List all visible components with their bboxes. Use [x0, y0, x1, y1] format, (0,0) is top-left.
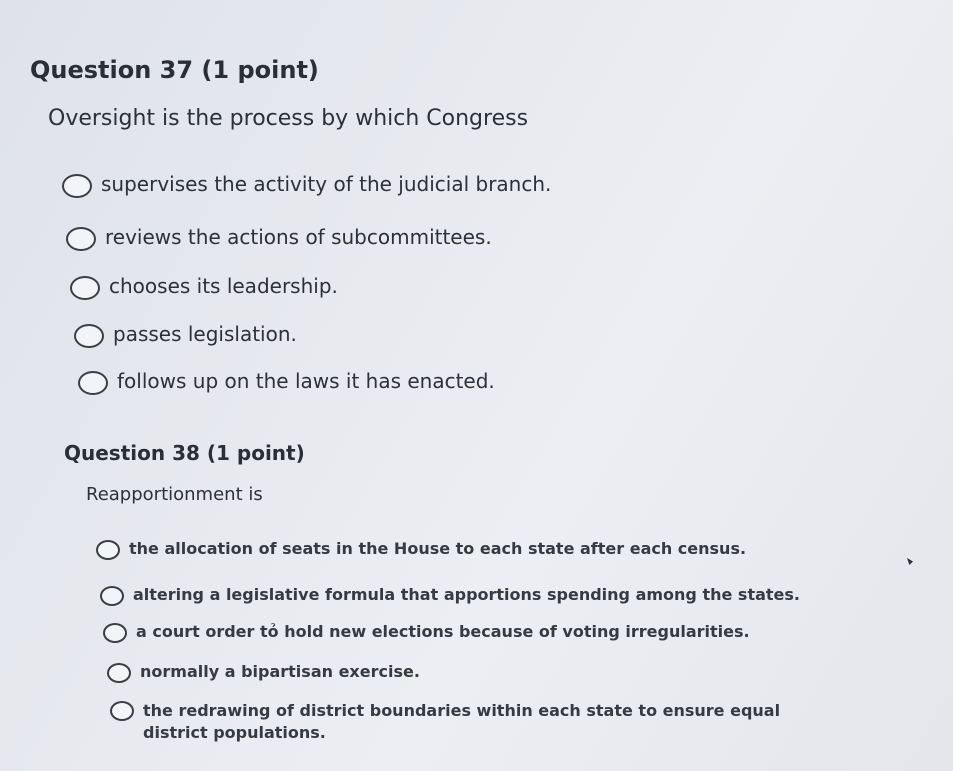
question-title: Question 38 (1 point) [64, 441, 305, 465]
answer-label: the redrawing of district boundaries within each state to ensure equal district populations. [143, 701, 781, 742]
answer-label: supervises the activity of the judicial branch. [101, 172, 552, 196]
answer-label: reviews the actions of subcommittees. [105, 225, 492, 249]
answer-label: passes legislation. [113, 322, 297, 346]
mouse-cursor-icon [907, 558, 913, 565]
radio-button-icon[interactable] [74, 324, 104, 348]
answer-label: altering a legislative formula that apportions spending among the states. [133, 585, 800, 604]
answer-option[interactable] [70, 274, 338, 300]
radio-button-icon[interactable] [110, 701, 134, 721]
radio-button-icon[interactable] [103, 623, 127, 643]
question-prompt: Reapportionment is [86, 484, 263, 505]
answer-label: a court order tỏ hold new elections because of voting irregularities. [136, 622, 750, 641]
answer-option[interactable] [107, 662, 420, 683]
radio-button-icon[interactable] [107, 663, 131, 683]
answer-option[interactable] [66, 225, 492, 251]
answer-option[interactable] [74, 322, 297, 348]
question-prompt: Oversight is the process by which Congress [48, 106, 529, 131]
answer-label: normally a bipartisan exercise. [140, 662, 420, 681]
answer-label: the allocation of seats in the House to each state after each census. [129, 539, 747, 558]
answer-option[interactable] [103, 622, 750, 643]
radio-button-icon[interactable] [100, 586, 124, 606]
answer-label: follows up on the laws it has enacted. [117, 369, 495, 393]
answer-option[interactable] [96, 539, 746, 560]
radio-button-icon[interactable] [66, 227, 96, 251]
radio-button-icon[interactable] [96, 540, 120, 560]
answer-option[interactable] [110, 700, 850, 743]
answer-option[interactable] [100, 585, 800, 606]
answer-option[interactable] [78, 369, 495, 395]
answer-option[interactable] [62, 172, 551, 198]
radio-button-icon[interactable] [62, 174, 92, 198]
answer-label: chooses its leadership. [109, 274, 338, 298]
question-title: Question 37 (1 point) [30, 56, 319, 84]
radio-button-icon[interactable] [78, 371, 108, 395]
radio-button-icon[interactable] [70, 276, 100, 300]
